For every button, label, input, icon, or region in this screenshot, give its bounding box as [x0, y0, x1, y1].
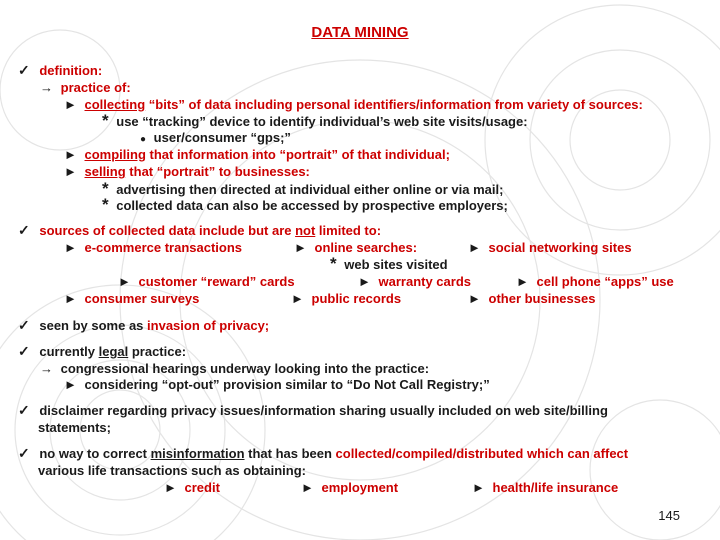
bullet-invasion	[18, 317, 269, 334]
compiling-text: that information into “portrait” of that individual;	[145, 147, 450, 162]
practice-of-text: practice of:	[60, 80, 131, 95]
legal-rest: practice:	[128, 344, 187, 359]
source-ecommerce-text: e-commerce transactions	[84, 240, 243, 255]
source-surveys	[64, 290, 199, 307]
triangle-icon: ►	[64, 147, 77, 162]
misinfo-lead: no way to correct	[39, 446, 151, 461]
source-other-businesses	[468, 290, 595, 307]
source-online-searches-text: online searches:	[314, 240, 418, 255]
collecting-line	[64, 96, 643, 113]
selling-text: that “portrait” to businesses:	[125, 164, 310, 179]
bullet-misinformation	[18, 445, 628, 462]
checkmark-icon: ✓	[18, 317, 30, 333]
bullet-dot-icon: ●	[140, 134, 147, 145]
practice-of-line	[40, 79, 131, 96]
legal-lead: currently	[39, 344, 99, 359]
triangle-icon: ►	[294, 240, 307, 255]
triangle-icon: ►	[64, 97, 77, 112]
source-online-searches	[294, 239, 417, 256]
triangle-icon: ►	[164, 480, 177, 495]
triangle-icon: ►	[291, 291, 304, 306]
checkmark-icon: ✓	[18, 343, 30, 359]
bullet-legal	[18, 343, 186, 360]
source-cell-apps	[516, 273, 674, 290]
tracking-text: use “tracking” device to identify individual’s web site visits/usage:	[116, 114, 528, 129]
triangle-icon: ►	[64, 377, 77, 392]
checkmark-icon: ✓	[18, 402, 30, 418]
arrow-icon: →	[40, 361, 53, 376]
selling-line	[64, 163, 310, 180]
opt-out-line	[64, 376, 490, 393]
triangle-icon: ►	[358, 274, 371, 289]
obtain-employment-text: employment	[321, 480, 399, 495]
page-number: 145	[658, 508, 680, 523]
triangle-icon: ►	[468, 291, 481, 306]
star-icon: *	[102, 111, 109, 130]
sources-lead: sources of collected data include but are	[39, 223, 296, 238]
legal-word: legal	[98, 344, 129, 359]
bullet-sources	[18, 222, 381, 239]
triangle-icon: ►	[64, 240, 77, 255]
triangle-icon: ►	[472, 480, 485, 495]
compiling-word: compiling	[84, 147, 146, 162]
triangle-icon: ►	[516, 274, 529, 289]
checkmark-icon: ✓	[18, 222, 30, 238]
source-web-sites-text: web sites visited	[344, 257, 448, 272]
source-social	[468, 239, 632, 256]
sources-not: not	[295, 223, 316, 238]
checkmark-icon: ✓	[18, 62, 30, 78]
compiling-line	[64, 146, 450, 163]
disclaimer-line-1: disclaimer regarding privacy issues/information sharing usually included on web site/billing	[39, 403, 608, 418]
disclaimer-line-2: statements;	[38, 420, 111, 435]
obtain-health-text: health/life insurance	[492, 480, 619, 495]
source-social-text: social networking sites	[488, 240, 632, 255]
invasion-text: invasion of privacy;	[147, 318, 270, 333]
slide-title: DATA MINING	[311, 24, 409, 41]
star-icon: *	[102, 179, 109, 198]
obtain-employment	[301, 479, 398, 496]
definition-label: definition:	[39, 63, 103, 78]
source-warranty-text: warranty cards	[378, 274, 471, 289]
misinfo-word: misinformation	[150, 446, 245, 461]
obtain-credit-text: credit	[184, 480, 220, 495]
star-icon: *	[102, 195, 109, 214]
source-cell-apps-text: cell phone “apps” use	[536, 274, 674, 289]
triangle-icon: ►	[301, 480, 314, 495]
source-reward-text: customer “reward” cards	[138, 274, 295, 289]
source-public-records	[291, 290, 401, 307]
star-icon: *	[330, 254, 337, 273]
collecting-text: “bits” of data including personal identifiers/information from variety of sources:	[145, 97, 643, 112]
bullet-definition	[18, 62, 102, 79]
arrow-icon: →	[40, 80, 53, 95]
checkmark-icon: ✓	[18, 445, 30, 461]
obtain-health	[472, 479, 618, 496]
hearings-text: congressional hearings underway looking into the practice:	[60, 361, 430, 376]
gps-text: user/consumer “gps;”	[153, 130, 291, 145]
advertising-text: advertising then directed at individual either online or via mail;	[116, 182, 504, 197]
sources-lead-end: limited to:	[315, 223, 382, 238]
employers-text: collected data can also be accessed by prospective employers;	[116, 198, 508, 213]
triangle-icon: ►	[468, 240, 481, 255]
employers-line	[102, 196, 508, 214]
triangle-icon: ►	[118, 274, 131, 289]
invasion-lead: seen by some as	[39, 318, 148, 333]
opt-out-text: considering “opt-out” provision similar to “Do Not Call Registry;”	[84, 377, 490, 392]
source-web-sites	[330, 255, 448, 273]
source-warranty	[358, 273, 471, 290]
obtain-credit	[164, 479, 220, 496]
misinfo-mid: that has been	[244, 446, 336, 461]
source-surveys-text: consumer surveys	[84, 291, 200, 306]
tracking-line	[102, 112, 528, 130]
selling-word: selling	[84, 164, 126, 179]
source-public-records-text: public records	[311, 291, 402, 306]
triangle-icon: ►	[64, 164, 77, 179]
source-reward	[118, 273, 295, 290]
collecting-word: collecting	[84, 97, 146, 112]
source-other-businesses-text: other businesses	[488, 291, 596, 306]
misinfo-red: collected/compiled/distributed which can affect	[335, 446, 629, 461]
hearings-line	[40, 360, 429, 377]
triangle-icon: ►	[64, 291, 77, 306]
source-ecommerce	[64, 239, 242, 256]
bullet-disclaimer	[18, 402, 608, 419]
misinfo-line-2: various life transactions such as obtaining:	[38, 463, 307, 478]
